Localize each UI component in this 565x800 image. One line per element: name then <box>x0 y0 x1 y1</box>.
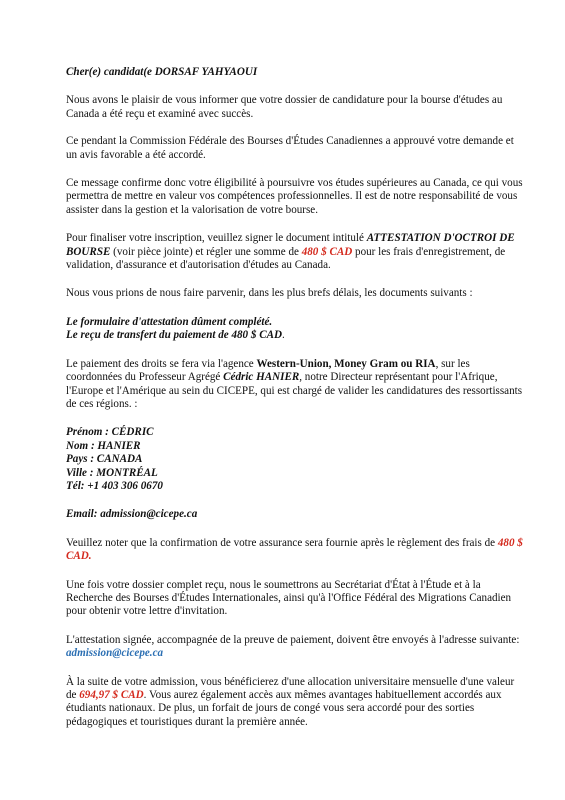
professor-name: Cédric HANIER <box>223 371 300 384</box>
finalize-text-a: Pour finaliser votre inscription, veuillez signer le document intitulé <box>66 232 367 245</box>
attestation-document-name: ATTESTATION D'OCTROI DE BOURSE <box>66 232 515 258</box>
allowance-text-b: . Vous aurez également accès aux mêmes avantages habituellement accordés aux étudiants nationaux. De plus, un forfait de jours de congé vous sera accordé pour des sorties pédagogiques et touristiques durant la première année. <box>66 689 502 728</box>
paragraph-send-address <box>66 634 525 661</box>
payment-agencies: Western-Union, Money Gram ou RIA <box>256 357 436 370</box>
paragraph-eligibility: Ce message confirme donc votre éligibilité à poursuivre vos études supérieures au Canada, ce qui vous permettra de mettre en valeur vos compétences professionnelles. Il est de notre responsabilité de vous assister dans la gestion et la valorisation de votre bourse. <box>66 177 523 216</box>
contact-nom: Nom : HANIER <box>66 439 141 452</box>
document-item-receipt: Le reçu de transfert du paiement de 480 $ CAD. <box>66 329 285 342</box>
payment-text-a: Le paiement des droits se fera via l'agence <box>66 357 257 370</box>
documents-list <box>66 316 525 343</box>
paragraph-allowance <box>66 676 525 730</box>
greeting: Cher(e) candidat(e DORSAF YAHYAOUI <box>66 66 258 78</box>
document-item-form: Le formulaire d'attestation dûment complété. <box>66 315 273 328</box>
allowance-amount: 694,97 $ CAD <box>79 689 144 701</box>
payment-text-b: , sur les coordonnées du Professeur Agrégé <box>66 357 470 384</box>
allowance-text-a: À la suite de votre admission, vous bénéficierez d'une allocation universitaire mensuelle d'une valeur de <box>66 675 515 701</box>
paragraph-approved: Ce pendant la Commission Fédérale des Bourses d'Études Canadiennes a approuvé votre demande et un avis favorable a été accordé. <box>66 135 514 161</box>
fee-amount: 480 $ CAD <box>301 245 353 258</box>
contact-ville: Ville : MONTRÉAL <box>66 466 158 479</box>
contact-email: Email: admission@cicepe.ca <box>66 508 198 521</box>
paragraph-insurance <box>66 537 525 564</box>
finalize-text-b: (voir pièce jointe) et régler une somme de <box>110 245 302 258</box>
payment-text-c: , notre Directeur représentant pour l'Afrique, l'Europe et l'Amérique au sein du CICEPE, qui est chargé de valider les candidatures des ressortissants de ces régions. : <box>66 371 523 410</box>
paragraph-received: Nous avons le plaisir de vous informer que votre dossier de candidature pour la bourse d'études au Canada a été reçu et examiné avec succès. <box>66 94 503 120</box>
contact-prenom: Prénom : CÉDRIC <box>66 426 154 439</box>
finalize-text-c: pour les frais d'enregistrement, de validation, d'assurance et d'autorisation d'études au Canada. <box>66 245 506 272</box>
insurance-text: Veuillez noter que la confirmation de votre assurance sera fournie après le règlement des frais de <box>66 536 498 549</box>
send-address-text: L'attestation signée, accompagnée de la preuve de paiement, doivent être envoyés à l'adresse suivante: <box>66 633 520 646</box>
contact-pays: Pays : CANADA <box>66 453 143 466</box>
paragraph-documents-request: Nous vous prions de nous faire parvenir, dans les plus brefs délais, les documents suivants : <box>66 287 473 300</box>
paragraph-submission: Une fois votre dossier complet reçu, nous le soumettrons au Secrétariat d'État à l'Étude et à la Recherche des Bourses d'Études Internationales, ainsi qu'à l'Office Fédéral des Migrations Canadien pour obtenir votre lettre d'invitation. <box>66 578 512 618</box>
admission-email-link[interactable]: admission@cicepe.ca <box>66 647 164 660</box>
paragraph-payment <box>66 358 525 412</box>
contact-block <box>66 426 525 521</box>
paragraph-finalize <box>66 232 525 272</box>
contact-tel: Tél: +1 403 306 0670 <box>66 479 163 492</box>
insurance-fee-amount: 480 $ CAD. <box>66 536 523 563</box>
